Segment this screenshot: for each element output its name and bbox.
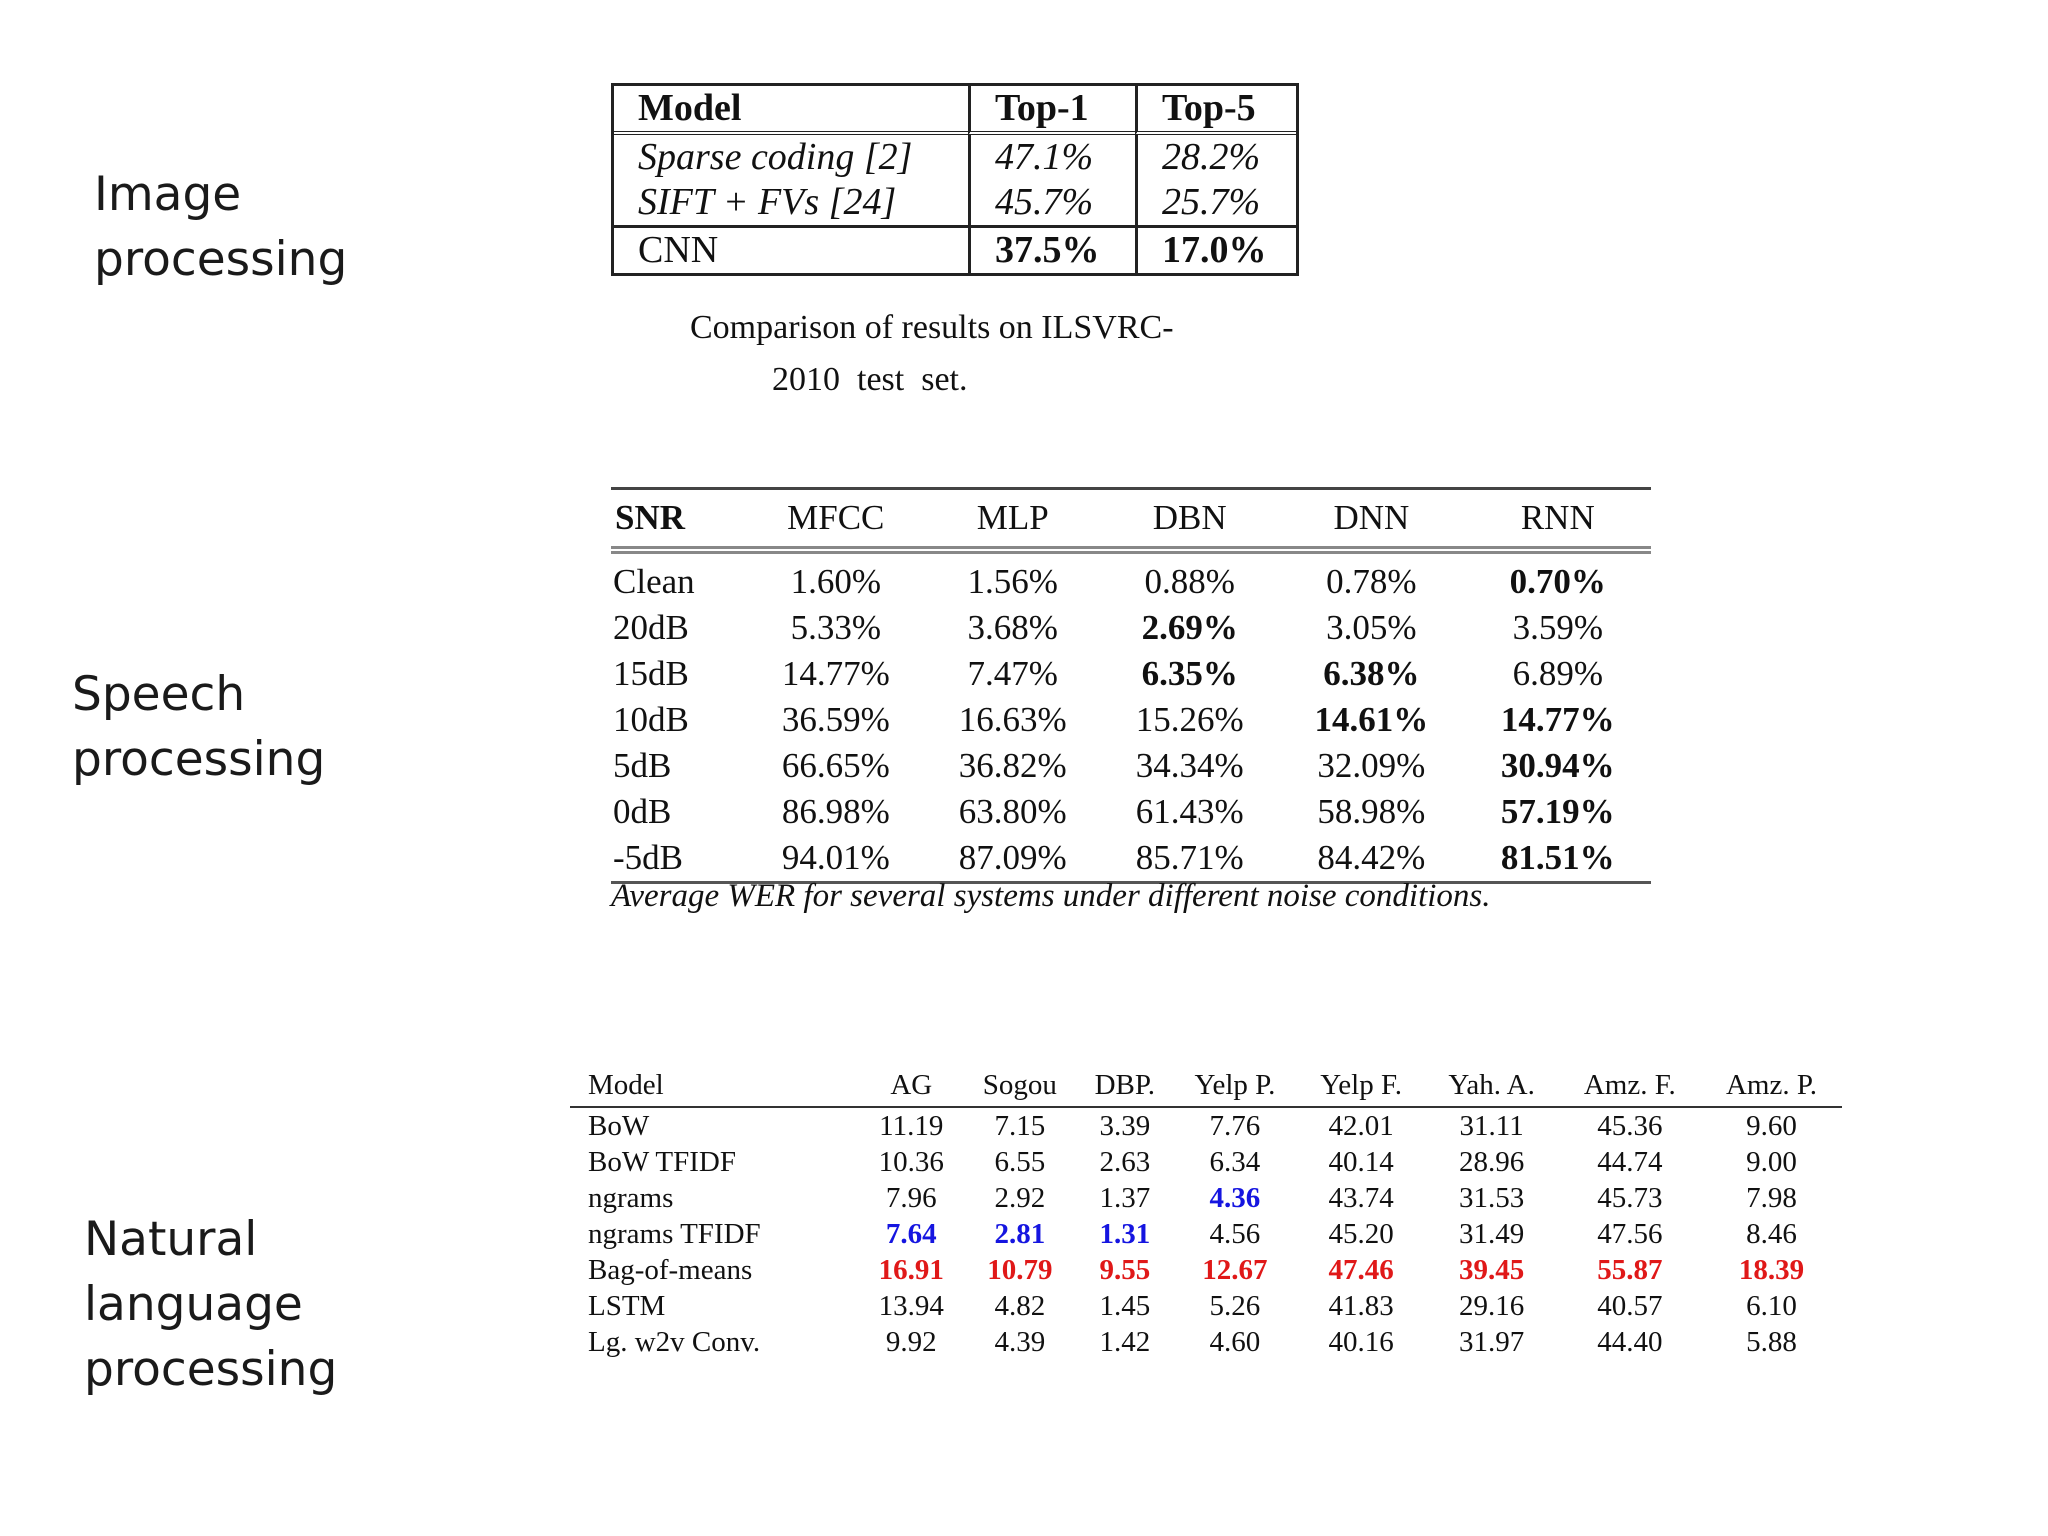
column-header: Yah. A.: [1425, 1064, 1559, 1107]
caption-line: 2010 test set.: [772, 361, 968, 398]
column-header: DBP.: [1078, 1064, 1173, 1107]
top1-value: 47.1%: [968, 135, 1135, 180]
table-cell: 1.37: [1099, 1182, 1151, 1214]
table-row: [611, 697, 1651, 743]
table-header-row: [611, 489, 1651, 551]
table-cell: 16.91: [878, 1254, 944, 1286]
table-cell: 7.47%: [967, 654, 1058, 693]
table-cell: 10.36: [878, 1146, 944, 1178]
table-row: [570, 1324, 1842, 1360]
table-cell: 3.05%: [1326, 608, 1417, 647]
table-cell: 14.61%: [1314, 700, 1429, 739]
table-cell: 2.69%: [1141, 608, 1238, 647]
table-cell: 4.60: [1209, 1326, 1261, 1358]
table-cell: 4.39: [994, 1326, 1046, 1358]
column-header: Sogou: [962, 1064, 1077, 1107]
table-row: [570, 1107, 1842, 1144]
table-cell: 40.57: [1597, 1290, 1663, 1322]
table-cell: 18.39: [1738, 1254, 1805, 1286]
table-header-row: [614, 86, 1296, 135]
column-header: MLP: [976, 498, 1049, 537]
table-cell: 11.19: [879, 1110, 944, 1142]
speech-table-caption: Average WER for several systems under different noise conditions.: [611, 878, 1491, 914]
table-cell: 6.35%: [1141, 654, 1238, 693]
column-header: AG: [860, 1064, 962, 1107]
table-cell: 61.43%: [1135, 792, 1244, 831]
table-row: [611, 789, 1651, 835]
natural-language-processing-label: Natural language processing: [84, 1212, 338, 1397]
model-name: Sparse coding [2]: [638, 136, 913, 178]
table-cell: 39.45: [1459, 1254, 1525, 1286]
row-label: LSTM: [588, 1290, 666, 1322]
table-header-row: [570, 1064, 1842, 1107]
table-row: [611, 743, 1651, 789]
table-cell: 2.81: [994, 1218, 1046, 1250]
table-cell: 81.51%: [1500, 838, 1615, 877]
row-label: Clean: [613, 562, 695, 601]
table-cell: 6.38%: [1323, 654, 1420, 693]
table-cell: 14.77%: [1500, 700, 1615, 739]
table-row: [570, 1180, 1842, 1216]
row-label: 0dB: [613, 792, 672, 831]
row-label: BoW TFIDF: [588, 1146, 736, 1178]
row-label: 20dB: [613, 608, 689, 647]
table-cell: 12.67: [1202, 1254, 1268, 1286]
table-cell: 5.33%: [790, 608, 881, 647]
row-label: Bag-of-means: [588, 1254, 753, 1286]
row-label: 15dB: [613, 654, 689, 693]
table-cell: 32.09%: [1317, 746, 1426, 785]
table-row: [614, 180, 1296, 225]
table-cell: 5.26: [1209, 1290, 1261, 1322]
table-row: [570, 1216, 1842, 1252]
row-label: 10dB: [613, 700, 689, 739]
table-cell: 40.14: [1328, 1146, 1394, 1178]
table-cell: 6.10: [1746, 1290, 1797, 1322]
table-cell: 0.78%: [1326, 562, 1417, 601]
table-cell: 45.73: [1597, 1182, 1663, 1214]
table-cell: 47.56: [1597, 1218, 1663, 1250]
imagenet-table-caption: [690, 302, 1250, 406]
table-cell: 31.49: [1459, 1218, 1525, 1250]
table-row: [611, 651, 1651, 697]
column-header: Amz. F.: [1559, 1064, 1701, 1107]
row-label: ngrams TFIDF: [588, 1218, 761, 1250]
table-row: [570, 1288, 1842, 1324]
column-header: Top-5: [1135, 86, 1296, 135]
table-cell: 9.60: [1746, 1110, 1797, 1142]
table-cell: 41.83: [1328, 1290, 1394, 1322]
table-cell: 8.46: [1746, 1218, 1797, 1250]
column-header: Yelp P.: [1172, 1064, 1298, 1107]
table-cell: 0.70%: [1509, 562, 1606, 601]
table-cell: 85.71%: [1135, 838, 1244, 877]
table-cell: 58.98%: [1317, 792, 1426, 831]
table-cell: 3.59%: [1512, 608, 1603, 647]
table-cell: 36.59%: [781, 700, 890, 739]
table-cell: 29.16: [1459, 1290, 1525, 1322]
table-cell: 63.80%: [958, 792, 1067, 831]
table-cell: 7.98: [1746, 1182, 1797, 1214]
table-cell: 30.94%: [1500, 746, 1615, 785]
table-cell: 94.01%: [781, 838, 890, 877]
table-cell: 57.19%: [1500, 792, 1615, 831]
table-row: [570, 1144, 1842, 1180]
table-cell: 44.40: [1597, 1326, 1663, 1358]
table-cell: 0.88%: [1144, 562, 1235, 601]
table-row: [614, 225, 1296, 273]
table-cell: 84.42%: [1317, 838, 1426, 877]
table-cell: 7.96: [885, 1182, 937, 1214]
model-name: CNN: [614, 225, 968, 273]
top5-value: 17.0%: [1135, 225, 1296, 273]
table-cell: 1.56%: [967, 562, 1058, 601]
column-header: Yelp F.: [1298, 1064, 1425, 1107]
table-cell: 2.92: [994, 1182, 1046, 1214]
table-cell: 87.09%: [958, 838, 1067, 877]
column-header: Model: [614, 86, 968, 135]
table-cell: 13.94: [878, 1290, 944, 1322]
table-cell: 2.63: [1099, 1146, 1151, 1178]
table-cell: 9.55: [1099, 1254, 1151, 1286]
table-row: [614, 135, 1296, 180]
table-row: [611, 835, 1651, 883]
caption-line: Comparison of results on ILSVRC-: [690, 309, 1174, 346]
table-cell: 16.63%: [958, 700, 1067, 739]
table-cell: 34.34%: [1135, 746, 1244, 785]
speech-processing-label: Speech processing: [72, 667, 326, 787]
table-cell: 28.96: [1459, 1146, 1525, 1178]
table-cell: 9.92: [885, 1326, 937, 1358]
table-cell: 1.60%: [790, 562, 881, 601]
table-cell: 5.88: [1746, 1326, 1797, 1358]
table-cell: 36.82%: [958, 746, 1067, 785]
table-cell: 42.01: [1328, 1110, 1394, 1142]
row-label: -5dB: [613, 838, 683, 877]
table-cell: 31.97: [1459, 1326, 1525, 1358]
table-cell: 10.79: [987, 1254, 1053, 1286]
column-header: MFCC: [787, 498, 885, 537]
table-cell: 1.31: [1099, 1218, 1151, 1250]
imagenet-results-table: [611, 83, 1299, 276]
table-cell: 55.87: [1597, 1254, 1663, 1286]
table-cell: 44.74: [1597, 1146, 1663, 1178]
table-cell: 1.45: [1099, 1290, 1151, 1322]
table-row: [570, 1252, 1842, 1288]
table-cell: 47.46: [1328, 1254, 1394, 1286]
top1-value: 37.5%: [968, 225, 1135, 273]
table-row: [611, 550, 1651, 605]
row-label: Lg. w2v Conv.: [588, 1326, 761, 1358]
row-label: ngrams: [588, 1182, 674, 1214]
table-cell: 7.64: [885, 1218, 937, 1250]
table-cell: 86.98%: [781, 792, 890, 831]
column-header: RNN: [1520, 498, 1595, 537]
table-cell: 3.68%: [967, 608, 1058, 647]
table-cell: 7.76: [1209, 1110, 1261, 1142]
column-header: Amz. P.: [1701, 1064, 1842, 1107]
table-cell: 14.77%: [781, 654, 890, 693]
table-cell: 45.36: [1597, 1110, 1663, 1142]
top1-value: 45.7%: [968, 180, 1135, 225]
table-cell: 1.42: [1099, 1326, 1151, 1358]
text-classification-table: [570, 1064, 1842, 1360]
column-header: Model: [570, 1064, 860, 1107]
table-cell: 66.65%: [781, 746, 890, 785]
table-cell: 31.11: [1459, 1110, 1524, 1142]
table-cell: 4.82: [994, 1290, 1046, 1322]
row-label: BoW: [588, 1110, 650, 1142]
top5-value: 25.7%: [1135, 180, 1296, 225]
model-name: SIFT + FVs [24]: [638, 181, 897, 223]
table-cell: 15.26%: [1135, 700, 1244, 739]
top5-value: 28.2%: [1135, 135, 1296, 180]
table-cell: 6.34: [1209, 1146, 1261, 1178]
row-label: 5dB: [613, 746, 672, 785]
table-cell: 40.16: [1328, 1326, 1394, 1358]
column-header: DBN: [1152, 498, 1227, 537]
table-cell: 4.56: [1209, 1218, 1261, 1250]
column-header: Top-1: [968, 86, 1135, 135]
table-cell: 7.15: [994, 1110, 1046, 1142]
speech-wer-table: [611, 487, 1651, 884]
table-cell: 31.53: [1459, 1182, 1525, 1214]
column-header: SNR: [615, 498, 686, 537]
table-cell: 3.39: [1099, 1110, 1151, 1142]
column-header: DNN: [1333, 498, 1410, 537]
table-cell: 45.20: [1328, 1218, 1394, 1250]
table-cell: 4.36: [1209, 1182, 1261, 1214]
table-cell: 6.89%: [1512, 654, 1603, 693]
table-cell: 43.74: [1328, 1182, 1394, 1214]
table-cell: 9.00: [1746, 1146, 1797, 1178]
table-row: [611, 605, 1651, 651]
image-processing-label: Image processing: [94, 167, 348, 287]
table-cell: 6.55: [994, 1146, 1046, 1178]
